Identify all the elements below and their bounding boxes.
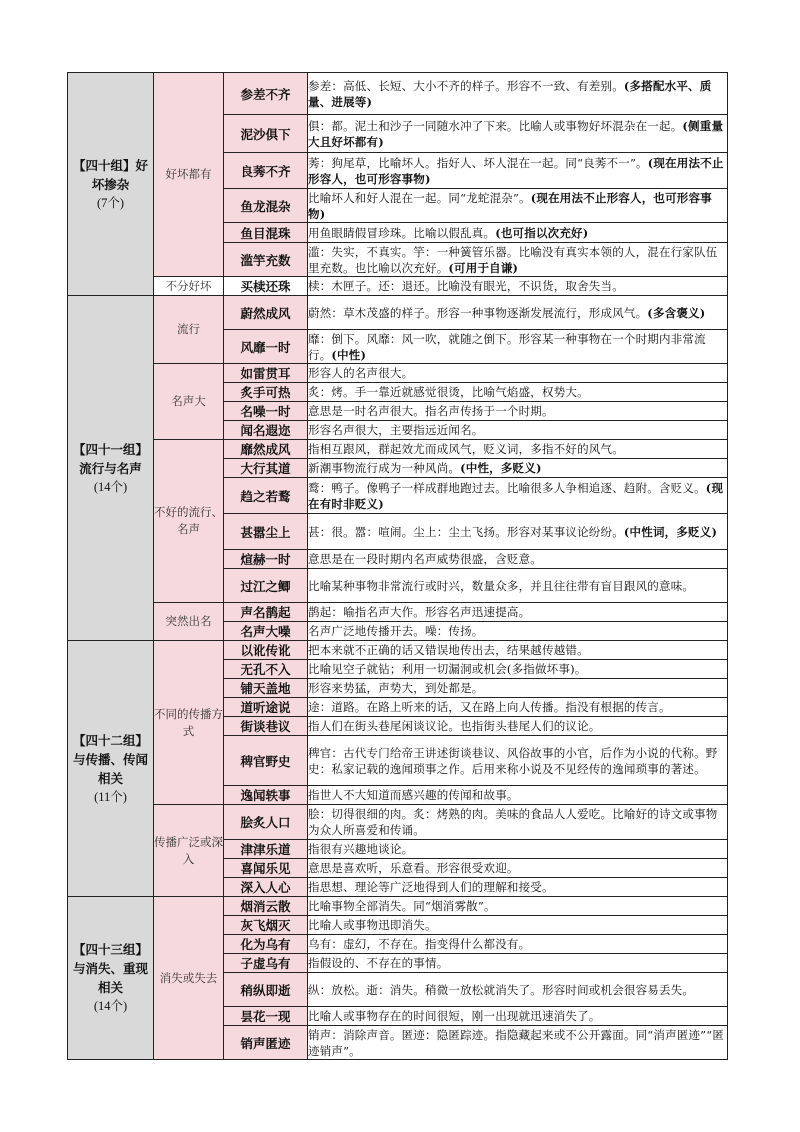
table-row bbox=[68, 364, 728, 383]
definition-text: 指很有兴趣地谈论。 bbox=[308, 842, 414, 856]
idiom-definition bbox=[308, 717, 728, 736]
group-name: 【四十三组】与消失、重现相关 bbox=[72, 942, 148, 995]
idiom-term: 灰飞烟灭 bbox=[224, 916, 308, 935]
usage-note: (现在用法不止形容人，也可形容事物) bbox=[308, 190, 712, 221]
usage-note: (中性) bbox=[331, 347, 367, 362]
usage-note: (中性词，多贬义) bbox=[623, 524, 718, 539]
idiom-definition bbox=[308, 660, 728, 679]
definition-text: 参差：高低、长短、大小不齐的样子。形容不一致、有差别。 bbox=[308, 78, 624, 93]
definition-text: 意思是在一段时期内名声威势很盛，含贬意。 bbox=[308, 552, 542, 566]
subcategory-cell: 不好的流行、名声 bbox=[154, 440, 224, 603]
idiom-term: 铺天盖地 bbox=[224, 679, 308, 698]
idiom-term: 靡然成风 bbox=[224, 440, 308, 459]
idiom-definition bbox=[308, 786, 728, 805]
idiom-definition bbox=[308, 1007, 728, 1026]
idiom-definition bbox=[308, 514, 728, 550]
idiom-definition bbox=[308, 840, 728, 859]
usage-note: (侧重量大且好坏都有) bbox=[308, 118, 724, 149]
idiom-definition bbox=[308, 698, 728, 717]
idiom-term: 昙花一现 bbox=[224, 1007, 308, 1026]
idiom-term: 闻名遐迩 bbox=[224, 421, 308, 440]
idiom-term: 趋之若鹜 bbox=[224, 478, 308, 514]
idiom-term: 逸闻轶事 bbox=[224, 786, 308, 805]
definition-text: 意思是一时名声很大。指名声传扬于一个时期。 bbox=[308, 404, 554, 418]
group-count: (14个) bbox=[93, 479, 128, 494]
definition-text: 乌有：虚幻，不存在。指变得什么都没有。 bbox=[308, 937, 531, 951]
idiom-term: 道听途说 bbox=[224, 698, 308, 717]
definition-text: 比喻人或事物存在的时间很短，刚一出现就迅速消失了。 bbox=[308, 1009, 601, 1023]
subcategory-cell: 流行 bbox=[154, 296, 224, 364]
idiom-term: 声名鹊起 bbox=[224, 603, 308, 622]
idiom-term: 销声匿迹 bbox=[224, 1026, 308, 1060]
usage-note: (多含褒义) bbox=[647, 305, 706, 320]
idiom-definition bbox=[308, 859, 728, 878]
idiom-definition bbox=[308, 805, 728, 840]
definition-text: 炙：烤。手一靠近就感觉很烫，比喻气焰盛，权势大。 bbox=[308, 385, 589, 399]
definition-text: 意思是喜欢听，乐意看。形容很受欢迎。 bbox=[308, 861, 519, 875]
definition-text: 指假设的、不存在的事情。 bbox=[308, 956, 449, 970]
idiom-definition bbox=[308, 115, 728, 153]
idiom-definition bbox=[308, 189, 728, 223]
idiom-definition bbox=[308, 73, 728, 115]
idiom-term: 良莠不齐 bbox=[224, 153, 308, 189]
usage-note: (多搭配水平、质量、进展等) bbox=[308, 78, 712, 109]
definition-text: 稗官：古代专门给帝王讲述街谈巷议、风俗故事的小官，后作为小说的代称。野史：私家记载的逸闻琐事之作。后用来称小说及不见经传的逸闻琐事的著述。 bbox=[308, 745, 718, 776]
idiom-definition bbox=[308, 569, 728, 603]
idiom-term: 煊赫一时 bbox=[224, 550, 308, 569]
idiom-term: 以讹传讹 bbox=[224, 641, 308, 660]
definition-text: 比喻某种事物非常流行或时兴，数量众多，并且往往带有盲目跟风的意味。 bbox=[308, 578, 695, 593]
usage-note: (可用于自谦) bbox=[448, 260, 519, 275]
idiom-term: 化为乌有 bbox=[224, 935, 308, 954]
definition-text: 纵：放松。逝：消失。稍微一放松就消失了。形容时间或机会很容易丢失。 bbox=[308, 982, 695, 997]
definition-text: 指人们在街头巷尾闲谈议论。也指街头巷尾人们的议论。 bbox=[308, 719, 601, 733]
group-name: 【四十一组】流行与名声 bbox=[72, 441, 148, 476]
idiom-table-body bbox=[68, 73, 728, 1060]
idiom-term: 深入人心 bbox=[224, 878, 308, 897]
definition-text: 比喻坏人和好人混在一起。同“龙蛇混杂”。 bbox=[308, 190, 531, 205]
subcategory-cell: 不分好坏 bbox=[154, 277, 224, 296]
definition-text: 指世人不大知道而感兴趣的传闻和故事。 bbox=[308, 788, 519, 802]
definition-text: 靡：倒下。风靡：风一吹，就随之倒下。形容某一种事物在一个时期内非常流行。 bbox=[308, 331, 706, 362]
idiom-term: 风靡一时 bbox=[224, 330, 308, 364]
idiom-term: 鱼目混珠 bbox=[224, 223, 308, 243]
idiom-term: 大行其道 bbox=[224, 459, 308, 478]
usage-note: (中性，多贬义) bbox=[460, 461, 542, 475]
table-row bbox=[68, 296, 728, 330]
definition-text: 名声广泛地传播开去。噪：传扬。 bbox=[308, 624, 484, 638]
idiom-term: 过江之鲫 bbox=[224, 569, 308, 603]
definition-text: 俱：都。泥土和沙子一同随水冲了下来。比喻人或事物好坏混杂在一起。 bbox=[308, 118, 683, 133]
table-row bbox=[68, 641, 728, 660]
idiom-definition bbox=[308, 622, 728, 641]
definition-text: 把本来就不正确的话又错误地传出去，结果越传越错。 bbox=[308, 643, 589, 657]
idiom-definition bbox=[308, 916, 728, 935]
definition-text: 滥：失实，不真实。竽：一种簧管乐器。比喻没有真实本领的人，混在行家队伍里充数。也比喻以次充好。 bbox=[308, 244, 718, 275]
idiom-definition bbox=[308, 550, 728, 569]
idiom-definition bbox=[308, 459, 728, 478]
subcategory-cell: 消失或失去 bbox=[154, 897, 224, 1060]
definition-text: 椟：木匣子。还：退还。比喻没有眼光，不识货，取舍失当。 bbox=[308, 279, 624, 293]
definition-text: 比喻事物全部消失。同“烟消雾散”。 bbox=[308, 899, 496, 913]
subcategory-cell: 好坏都有 bbox=[154, 73, 224, 277]
definition-text: 鹊起：喻指名声大作。形容名声迅速提高。 bbox=[308, 605, 531, 619]
idiom-term: 无孔不入 bbox=[224, 660, 308, 679]
idiom-table bbox=[67, 72, 728, 1060]
idiom-definition bbox=[308, 243, 728, 277]
definition-text: 形容名声很大，主要指远近闻名。 bbox=[308, 423, 484, 437]
group-count: (11个) bbox=[94, 789, 127, 804]
definition-text: 比喻人或事物迅即消失。 bbox=[308, 918, 437, 932]
definition-text: 脍：切得很细的肉。炙：烤熟的肉。美味的食品人人爱吃。比喻好的诗文或事物为众人所喜爱和传诵。 bbox=[308, 807, 718, 837]
idiom-term: 蔚然成风 bbox=[224, 296, 308, 330]
idiom-definition bbox=[308, 736, 728, 786]
group-count: (7个) bbox=[96, 195, 125, 210]
definition-text: 鹜：鸭子。像鸭子一样成群地跑过去。比喻很多人争相追逐、趋附。含贬义。 bbox=[308, 480, 706, 495]
idiom-term: 烟消云散 bbox=[224, 897, 308, 916]
idiom-definition bbox=[308, 679, 728, 698]
idiom-term: 滥竽充数 bbox=[224, 243, 308, 277]
idiom-definition bbox=[308, 383, 728, 402]
definition-text: 形容来势猛，声势大，到处都是。 bbox=[308, 681, 484, 695]
definition-text: 甚：很。嚣：喧闹。尘上：尘土飞扬。形容对某事议论纷纷。 bbox=[308, 524, 624, 539]
idiom-term: 如雷贯耳 bbox=[224, 364, 308, 383]
table-row bbox=[68, 603, 728, 622]
idiom-definition bbox=[308, 878, 728, 897]
idiom-definition bbox=[308, 935, 728, 954]
idiom-definition bbox=[308, 478, 728, 514]
definition-text: 莠：狗尾草，比喻坏人。指好人、坏人混在一起。同“良莠不一”。 bbox=[308, 155, 648, 170]
usage-note: (也可指以次充好) bbox=[495, 225, 589, 240]
idiom-definition bbox=[308, 440, 728, 459]
group-cell bbox=[68, 73, 154, 296]
table-row bbox=[68, 897, 728, 916]
idiom-definition bbox=[308, 223, 728, 243]
group-cell bbox=[68, 641, 154, 897]
table-row bbox=[68, 73, 728, 115]
table-row bbox=[68, 440, 728, 459]
idiom-term: 名噪一时 bbox=[224, 402, 308, 421]
group-count: (14个) bbox=[93, 999, 128, 1013]
idiom-definition bbox=[308, 296, 728, 330]
subcategory-cell: 名声大 bbox=[154, 364, 224, 440]
idiom-definition bbox=[308, 277, 728, 296]
usage-note: (现在用法不止形容人，也可形容事物) bbox=[308, 155, 724, 186]
idiom-term: 买椟还珠 bbox=[224, 277, 308, 296]
subcategory-cell: 突然出名 bbox=[154, 603, 224, 641]
idiom-term: 泥沙俱下 bbox=[224, 115, 308, 153]
idiom-term: 子虚乌有 bbox=[224, 954, 308, 973]
group-cell bbox=[68, 897, 154, 1060]
idiom-term: 鱼龙混杂 bbox=[224, 189, 308, 223]
idiom-term: 脍炙人口 bbox=[224, 805, 308, 840]
definition-text: 蔚然：草木茂盛的样子。形容一种事物逐渐发展流行，形成风气。 bbox=[308, 305, 648, 320]
idiom-term: 甚嚣尘上 bbox=[224, 514, 308, 550]
idiom-term: 津津乐道 bbox=[224, 840, 308, 859]
definition-text: 用鱼眼睛假冒珍珠。比喻以假乱真。 bbox=[308, 225, 496, 240]
idiom-term: 稍纵即逝 bbox=[224, 973, 308, 1007]
idiom-definition bbox=[308, 153, 728, 189]
idiom-definition bbox=[308, 954, 728, 973]
idiom-term: 参差不齐 bbox=[224, 73, 308, 115]
definition-text: 销声：消除声音。匿迹：隐匿踪迹。指隐藏起来或不公开露面。同“消声匿迹”“匿迹销声”。 bbox=[308, 1027, 725, 1058]
definition-text: 途：道路。在路上听来的话，又在路上向人传播。指没有根据的传言。 bbox=[308, 700, 671, 714]
definition-text: 指思想、理论等广泛地得到人们的理解和接受。 bbox=[308, 880, 554, 894]
idiom-definition bbox=[308, 330, 728, 364]
idiom-term: 喜闻乐见 bbox=[224, 859, 308, 878]
idiom-definition bbox=[308, 364, 728, 383]
group-name: 【四十组】好坏掺杂 bbox=[72, 157, 148, 192]
subcategory-cell: 传播广泛或深入 bbox=[154, 805, 224, 897]
table-row bbox=[68, 277, 728, 296]
definition-text: 比喻见空子就钻；利用一切漏洞或机会(多指做坏事)。 bbox=[308, 662, 587, 676]
idiom-definition bbox=[308, 402, 728, 421]
idiom-term: 稗官野史 bbox=[224, 736, 308, 786]
definition-text: 形容人的名声很大。 bbox=[308, 366, 414, 380]
idiom-definition bbox=[308, 1026, 728, 1060]
group-name: 【四十二组】与传播、传闻相关 bbox=[72, 732, 148, 786]
idiom-definition bbox=[308, 973, 728, 1007]
idiom-term: 名声大噪 bbox=[224, 622, 308, 641]
table-row bbox=[68, 805, 728, 840]
idiom-term: 炙手可热 bbox=[224, 383, 308, 402]
idiom-definition bbox=[308, 897, 728, 916]
idiom-definition bbox=[308, 421, 728, 440]
idiom-definition bbox=[308, 641, 728, 660]
definition-text: 指相互跟风，群起效尤而成风气，贬义词，多指不好的风气。 bbox=[308, 442, 624, 456]
definition-text: 新潮事物流行成为一种风尚。 bbox=[308, 461, 461, 475]
group-cell bbox=[68, 296, 154, 641]
subcategory-cell: 不同的传播方式 bbox=[154, 641, 224, 805]
idiom-term: 街谈巷议 bbox=[224, 717, 308, 736]
usage-note: (现在有时非贬义) bbox=[308, 480, 724, 511]
idiom-definition bbox=[308, 603, 728, 622]
